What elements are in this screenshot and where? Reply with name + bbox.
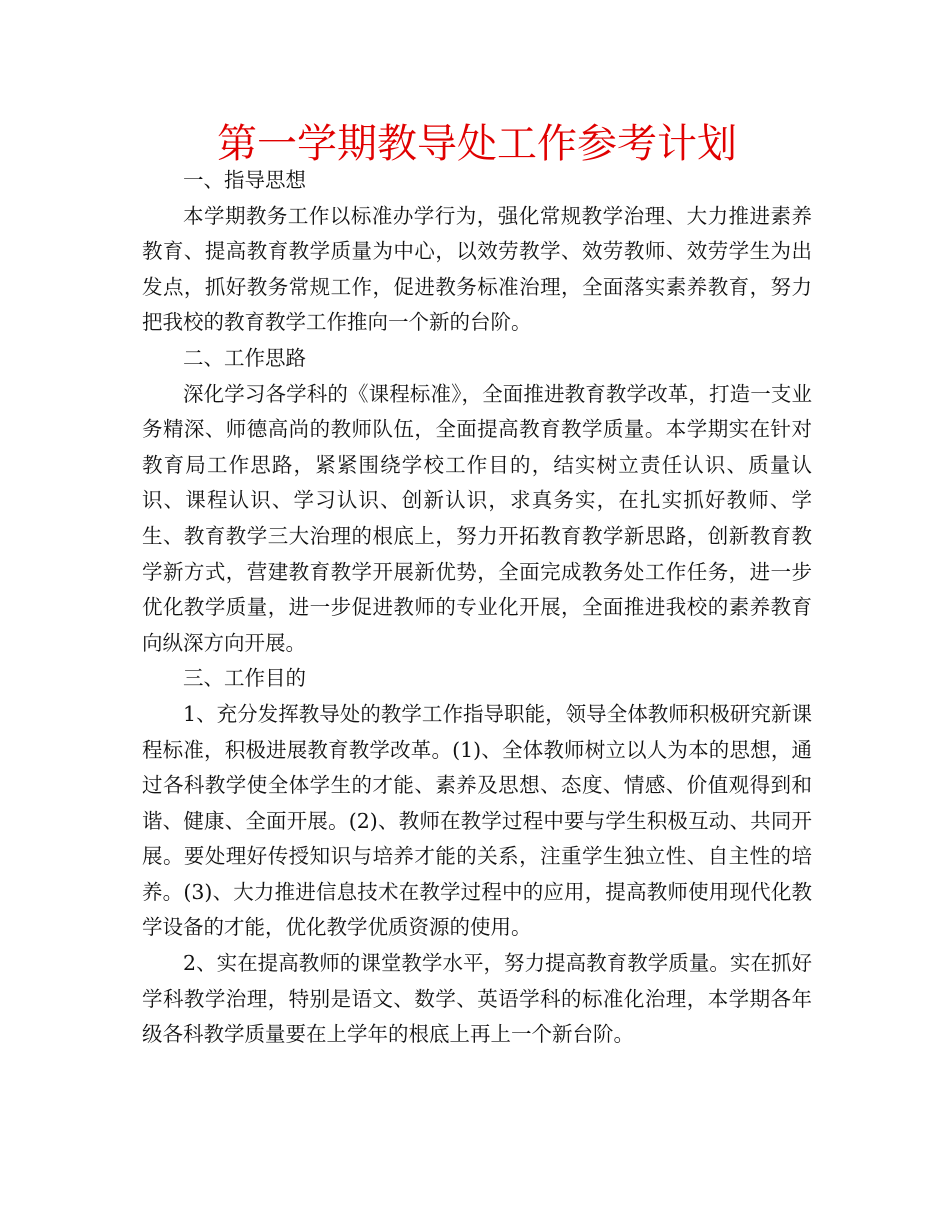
section-heading: 一、指导思想 (183, 168, 306, 192)
section-paragraph: 深化学习各学科的《课程标准》，全面推进教育教学改革，打造一支业务精深、师德高尚的教师队伍，全面提高教育教学质量。本学期实在针对教育局工作思路，紧紧围绕学校工作目的，结实树立责任认识、质量认识、课程认识、学习认识、创新认识，求真务实，在扎实抓好教师、学生、教育教学三大治理的根底上，努力开拓教育教学新思路，创新教育教学新方式，营建教育教学开展新优势，全面完成教务处工作任务，进一步优化教学质量，进一步促进教师的专业化开展，全面推进我校的素养教育向纵深方向开展。 (142, 381, 812, 655)
document-title: 第一学期教导处工作参考计划 (217, 121, 737, 167)
section-work-approach (142, 341, 812, 661)
section-heading: 三、工作目的 (183, 666, 306, 691)
section-work-goals (142, 661, 812, 1053)
section-paragraph: 2、实在提高教师的课堂教学水平，努力提高教育教学质量。实在抓好学科教学治理，特别是语文、数学、英语学科的标准化治理，本学期各年级各科教学质量要在上学年的根底上再上一个新台阶。 (142, 951, 812, 1047)
document-page (142, 118, 812, 1053)
section-heading: 二、工作思路 (183, 345, 306, 370)
section-paragraph: 1、充分发挥教导处的教学工作指导职能，领导全体教师积极研究新课程标准，积极进展教育教学改革。(1)、全体教师树立以人为本的思想，通过各科教学使全体学生的才能、素养及思想、态度、情感、价值观得到和谐、健康、全面开展。(2)、教师在教学过程中要与学生积极互动、共同开展。要处理好传授知识与培养才能的关系，注重学生独立性、自主性的培养。(3)、大力推进信息技术在教学过程中的应用，提高教师使用现代化教学设备的才能，优化教学优质资源的使用。 (142, 701, 812, 940)
section-guiding-thought (142, 163, 812, 341)
section-paragraph: 本学期教务工作以标准办学行为，强化常规教学治理、大力推进素养教育、提高教育教学质量为中心，以效劳教学、效劳教师、效劳学生为出发点，抓好教务常规工作，促进教务标准治理，全面落实素养教育，努力把我校的教育教学工作推向一个新的台阶。 (142, 203, 812, 335)
